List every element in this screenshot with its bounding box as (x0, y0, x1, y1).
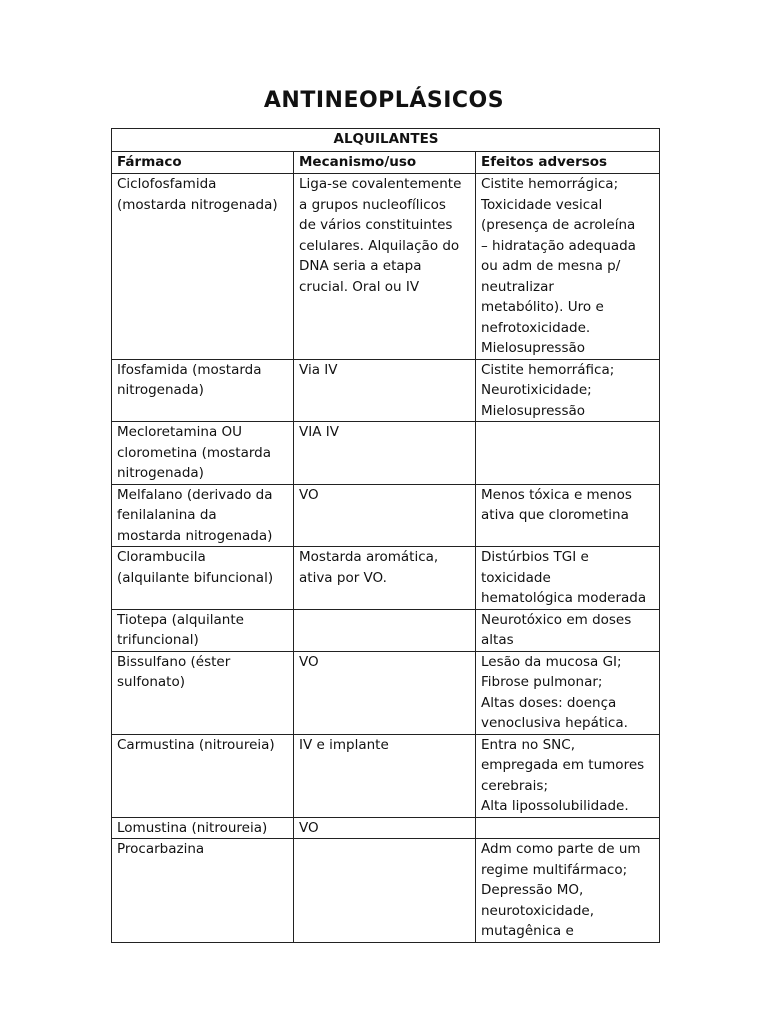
page-title: ANTINEOPLÁSICOS (263, 88, 505, 113)
table-row (112, 651, 660, 734)
mecanismo-cell (294, 817, 476, 839)
cell-text-line: VO (299, 486, 319, 503)
cell-text-line: Neurotóxico em doses (481, 611, 632, 628)
table-row (112, 174, 660, 360)
table-row (112, 817, 660, 839)
cell-text-line: sulfonato) (117, 674, 186, 690)
table-row (112, 422, 660, 485)
efeitos-cell (476, 817, 660, 839)
section-header-row (112, 129, 660, 152)
cell-text-line: Liga-se covalentemente (299, 176, 462, 192)
cell-text-line: hematológica moderada (481, 590, 647, 606)
cell-text-line: a grupos nucleofílicos (299, 196, 446, 213)
cell-text-line: regime multifármaco; (481, 861, 628, 878)
table-row (112, 547, 660, 610)
table-row (112, 484, 660, 547)
cell-text-line: Via IV (299, 361, 338, 378)
cell-text-line: Mecloretamina OU (117, 424, 243, 440)
cell-text-line: venoclusiva hepática. (481, 715, 628, 731)
cell-text-line: Carmustina (nitroureia) (117, 736, 275, 753)
cell-text-line: Entra no SNC, (481, 736, 575, 753)
mecanismo-cell (294, 651, 476, 734)
efeitos-cell (476, 609, 660, 651)
farmaco-cell (112, 734, 294, 817)
farmaco-cell (112, 839, 294, 943)
efeitos-cell (476, 839, 660, 943)
cell-text-line: (mostarda nitrogenada) (117, 196, 278, 213)
cell-text-line: ativa por VO. (299, 569, 387, 586)
cell-text-line: clorometina (mostarda (117, 444, 271, 461)
cell-text-line: Tiotepa (alquilante (117, 611, 244, 628)
cell-text-line: neurotoxicidade, (481, 902, 594, 919)
table-row (112, 359, 660, 422)
cell-text-line: DNA seria a etapa (299, 258, 422, 274)
farmaco-cell (112, 174, 294, 360)
cell-text-line: Toxicidade vesical (481, 196, 603, 213)
efeitos-cell (476, 651, 660, 734)
cell-text-line: – hidratação adequada (481, 237, 636, 254)
table-row (112, 734, 660, 817)
farmaco-cell (112, 422, 294, 485)
cell-text-line: Bissulfano (éster (117, 653, 231, 670)
cell-text-line: Clorambucila (117, 549, 206, 565)
column-header-mecanismo: Mecanismo/uso (294, 152, 476, 174)
cell-text-line: celulares. Alquilação do (299, 237, 460, 254)
efeitos-cell (476, 174, 660, 360)
mecanismo-cell (294, 422, 476, 485)
cell-text-line: IV e implante (299, 736, 389, 753)
cell-text-line: empregada em tumores (481, 757, 645, 773)
farmaco-cell (112, 359, 294, 422)
cell-text-line: mostarda nitrogenada) (117, 527, 273, 544)
cell-text-line: trifuncional) (117, 632, 199, 648)
mecanismo-cell (294, 547, 476, 610)
cell-text-line: Distúrbios TGI e (481, 549, 589, 565)
cell-text-line: Melfalano (derivado da (117, 486, 273, 503)
cell-text-line: Mielosupressão (481, 340, 586, 356)
mecanismo-cell (294, 174, 476, 360)
table-row (112, 609, 660, 651)
cell-text-line: Depressão MO, (481, 882, 584, 898)
cell-text-line: Ciclofosfamida (117, 176, 217, 192)
cell-text-line: crucial. Oral ou IV (299, 278, 420, 295)
cell-text-line: Ifosfamida (mostarda (117, 361, 262, 378)
cell-text-line: nitrogenada) (117, 465, 204, 481)
cell-text-line: Lomustina (nitroureia) (117, 819, 268, 836)
cell-text-line: Mielosupressão (481, 402, 586, 419)
cell-text-line: VO (299, 819, 319, 836)
drug-table (111, 128, 660, 943)
efeitos-cell (476, 422, 660, 485)
column-header-row (112, 152, 660, 174)
cell-text-line: Cistite hemorráfica; (481, 361, 615, 378)
table-row (112, 839, 660, 943)
cell-text-line: VIA IV (299, 424, 339, 440)
cell-text-line: neutralizar (481, 278, 554, 295)
farmaco-cell (112, 817, 294, 839)
mecanismo-cell (294, 484, 476, 547)
cell-text-line: Neurotixicidade; (481, 382, 592, 398)
column-header-farmaco: Fármaco (112, 152, 294, 174)
cell-text-line: mutagênica e (481, 923, 574, 939)
farmaco-cell (112, 547, 294, 610)
cell-text-line: Menos tóxica e menos (481, 486, 632, 503)
farmaco-cell (112, 484, 294, 547)
cell-text-line: Adm como parte de um (481, 841, 641, 857)
cell-text-line: (presença de acroleína (481, 217, 636, 233)
cell-text-line: Altas doses: doença (481, 694, 617, 711)
cell-text-line: cerebrais; (481, 777, 549, 794)
mecanismo-cell (294, 609, 476, 651)
cell-text-line: altas (481, 632, 514, 648)
efeitos-cell (476, 359, 660, 422)
mecanismo-cell (294, 359, 476, 422)
cell-text-line: Alta lipossolubilidade. (481, 798, 629, 814)
cell-text-line: Cistite hemorrágica; (481, 176, 619, 192)
cell-text-line: ativa que clorometina (481, 507, 629, 523)
cell-text-line: Fibrose pulmonar; (481, 674, 603, 690)
cell-text-line: Lesão da mucosa GI; (481, 653, 622, 670)
cell-text-line: nitrogenada) (117, 382, 204, 398)
efeitos-cell (476, 734, 660, 817)
efeitos-cell (476, 547, 660, 610)
mecanismo-cell (294, 839, 476, 943)
cell-text-line: de vários constituintes (299, 217, 453, 233)
cell-text-line: fenilalanina da (117, 507, 217, 523)
cell-text-line: VO (299, 653, 319, 670)
table-body (112, 174, 660, 943)
section-header: ALQUILANTES (112, 129, 660, 152)
farmaco-cell (112, 609, 294, 651)
mecanismo-cell (294, 734, 476, 817)
cell-text-line: Procarbazina (117, 841, 205, 857)
cell-text-line: nefrotoxicidade. (481, 319, 591, 336)
farmaco-cell (112, 651, 294, 734)
column-header-efeitos: Efeitos adversos (476, 152, 660, 174)
cell-text-line: Mostarda aromática, (299, 549, 439, 565)
cell-text-line: toxicidade (481, 569, 551, 586)
efeitos-cell (476, 484, 660, 547)
cell-text-line: ou adm de mesna p/ (481, 258, 621, 274)
cell-text-line: (alquilante bifuncional) (117, 569, 274, 586)
cell-text-line: metabólito). Uro e (481, 299, 604, 315)
